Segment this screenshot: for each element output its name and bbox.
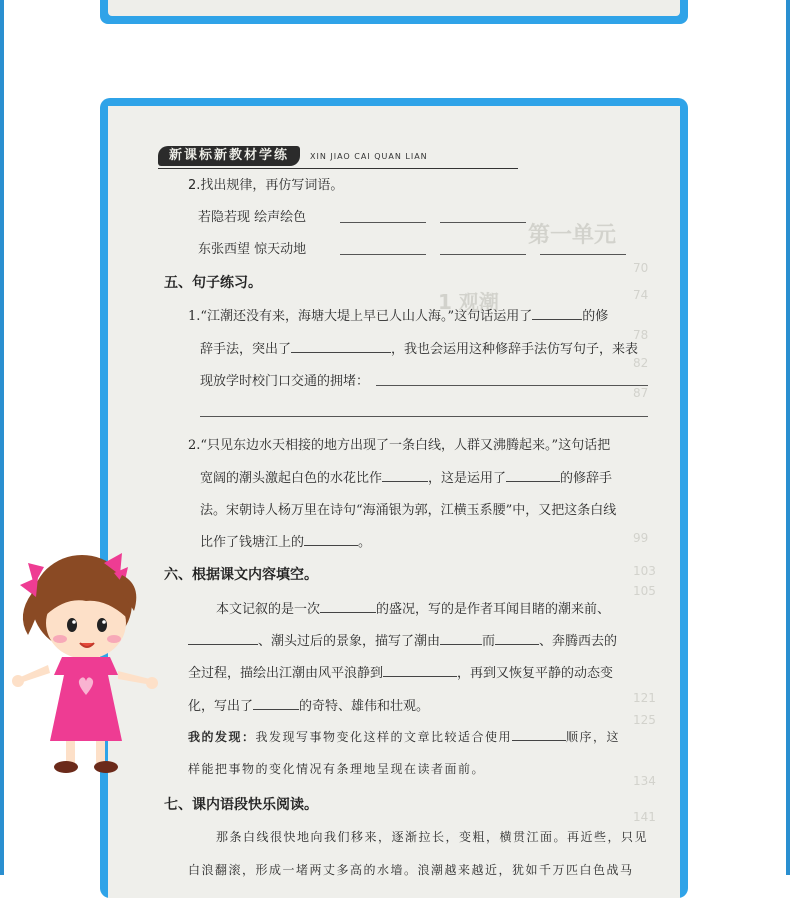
ghost-page-number: 103 xyxy=(633,564,656,578)
answer-blank[interactable] xyxy=(382,469,428,482)
finding-label: 我的发现： xyxy=(188,730,256,744)
page-header xyxy=(158,144,518,170)
ghost-page-number: 99 xyxy=(633,531,649,545)
ghost-page-number: 87 xyxy=(633,386,649,400)
s5-item2-line4 xyxy=(200,531,371,550)
s6-text-i: 的奇特、雄伟和壮观。 xyxy=(299,699,430,714)
answer-blank[interactable] xyxy=(340,222,426,223)
s6-text-b: 的盛况，写的是作者耳闻目睹的潮来前、 xyxy=(376,602,611,617)
s5-item2-text-c: 的修辞手 xyxy=(560,471,613,486)
s6-line1 xyxy=(216,598,610,617)
ghost-page-number: 70 xyxy=(633,261,649,275)
ghost-page-number: 141 xyxy=(633,810,656,824)
s5-item2-text-a: 宽阔的潮头激起白色的水花比作 xyxy=(200,471,383,486)
s5-item1-text-a: 1.“江潮还没有来，海塘大堤上早已人山人海。”这句话运用了 xyxy=(188,309,533,324)
ghost-page-number: 121 xyxy=(633,691,656,705)
answer-blank[interactable] xyxy=(440,254,526,255)
series-logo: 新课标新教材学练 xyxy=(158,146,300,166)
s6-line2 xyxy=(188,630,617,649)
right-border-rule xyxy=(786,0,790,875)
s6-text-d: 而 xyxy=(482,634,496,649)
ghost-page-number: 105 xyxy=(633,584,656,598)
answer-line[interactable] xyxy=(200,416,648,417)
left-border-rule xyxy=(0,0,4,875)
header-rule xyxy=(158,168,518,169)
section-6-heading: 六、根据课文内容填空。 xyxy=(164,567,318,583)
s5-item2-text-e: 。 xyxy=(358,535,372,550)
s6-text-g: ，再到又恢复平静的动态变 xyxy=(457,666,614,681)
s5-item2-line3: 法。宋朝诗人杨万里在诗句“海涌银为郭，江横玉系腰”中，又把这条白线 xyxy=(200,503,617,518)
answer-blank[interactable] xyxy=(340,254,426,255)
answer-line[interactable] xyxy=(376,385,648,386)
section-5-heading: 五、句子练习。 xyxy=(164,275,262,291)
s6-text-a: 本文记叙的是一次 xyxy=(216,602,321,617)
s5-item1-text-c: 辞手法，突出了 xyxy=(200,342,292,357)
s5-item2-text-b: ，这是运用了 xyxy=(428,471,507,486)
s6-line4 xyxy=(188,695,429,714)
section-7-heading: 七、课内语段快乐阅读。 xyxy=(164,797,318,813)
s5-item1-line1 xyxy=(188,305,608,324)
answer-blank[interactable] xyxy=(320,600,376,613)
answer-blank[interactable] xyxy=(440,632,482,645)
s7-para-line1: 那条白线很快地向我们移来，逐渐拉长，变粗，横贯江面。再近些，只见 xyxy=(216,830,649,844)
s6-finding-line1 xyxy=(188,728,620,745)
finding-text-a: 我发现写事物变化这样的文章比较适合使用 xyxy=(255,730,513,744)
q2-row2-words: 东张西望 惊天动地 xyxy=(198,242,307,257)
s7-para-line2: 白浪翻滚，形成一堵两丈多高的水墙。浪潮越来越近，犹如千万匹白色战马 xyxy=(188,863,634,877)
s6-text-f: 全过程，描绘出江潮由风平浪静到 xyxy=(188,666,384,681)
s5-item1-text-b: 的修 xyxy=(582,309,609,324)
previous-page-frame xyxy=(100,0,688,24)
s6-text-e: 、奔腾西去的 xyxy=(539,634,618,649)
q2-title: 2.找出规律，再仿写词语。 xyxy=(188,178,344,193)
answer-blank[interactable] xyxy=(532,307,582,320)
answer-blank[interactable] xyxy=(506,469,560,482)
s6-text-c: 、潮头过后的景象，描写了潮由 xyxy=(258,634,441,649)
ghost-page-number: 134 xyxy=(633,774,656,788)
s5-item1-text-d: ，我也会运用这种修辞手法仿写句子，来表 xyxy=(391,342,639,357)
s5-item1-line2 xyxy=(200,338,638,357)
series-pinyin: XIN JIAO CAI QUAN LIAN xyxy=(310,152,428,161)
ghost-page-number: 74 xyxy=(633,288,649,302)
s5-item2-line1: 2.“只见东边水天相接的地方出现了一条白线，人群又沸腾起来。”这句话把 xyxy=(188,438,611,453)
ghost-page-number: 78 xyxy=(633,328,649,342)
answer-blank[interactable] xyxy=(495,632,539,645)
ghost-unit-title: 第一单元 xyxy=(528,223,617,248)
cartoon-girl-illustration xyxy=(10,545,160,780)
ghost-lesson-title: 1 观潮 xyxy=(438,290,499,314)
answer-blank[interactable] xyxy=(304,533,358,546)
page-frame xyxy=(100,98,688,898)
s5-item2-text-d: 比作了钱塘江上的 xyxy=(200,535,305,550)
answer-blank[interactable] xyxy=(540,254,626,255)
ghost-page-number: 125 xyxy=(633,713,656,727)
answer-blank[interactable] xyxy=(440,222,526,223)
ghost-page-number: 82 xyxy=(633,356,649,370)
s5-item2-line2 xyxy=(200,467,612,486)
s6-finding-line2: 样能把事物的变化情况有条理地呈现在读者面前。 xyxy=(188,762,486,776)
s6-text-h: 化，写出了 xyxy=(188,699,254,714)
s6-line3 xyxy=(188,662,613,681)
answer-blank[interactable] xyxy=(383,664,457,677)
finding-text-b: 顺序，这 xyxy=(566,730,621,744)
answer-blank[interactable] xyxy=(253,697,299,710)
q2-row1-words: 若隐若现 绘声绘色 xyxy=(198,210,307,225)
answer-blank[interactable] xyxy=(188,632,258,645)
workbook-page xyxy=(108,106,680,898)
s5-item1-line3: 现放学时校门口交通的拥堵： xyxy=(200,374,370,389)
answer-blank[interactable] xyxy=(291,340,391,353)
previous-page-paper xyxy=(108,0,680,16)
answer-blank[interactable] xyxy=(512,728,566,741)
